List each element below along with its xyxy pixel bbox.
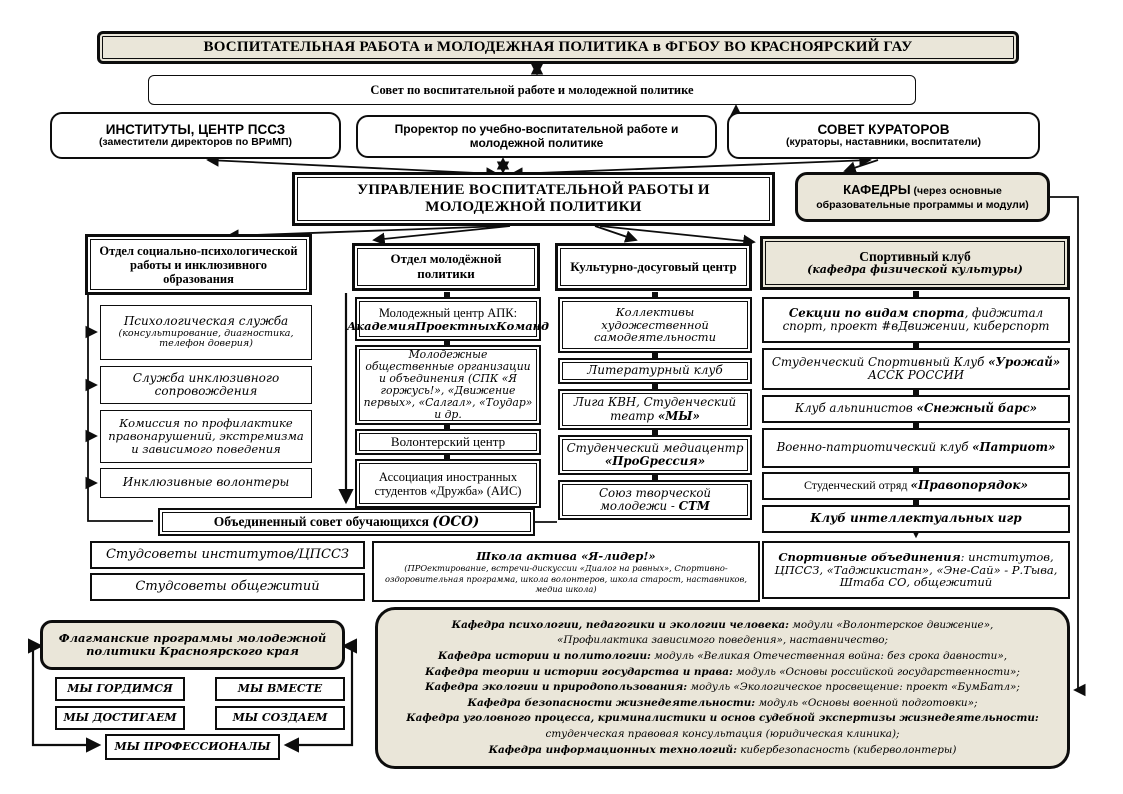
youth-orgs-box: Молодежные общественные организации и объединения (СПК «Я горжусь!», «Движение первых», «Салгал», «Тоудар» и др. [355,345,541,425]
departments-title: КАФЕДРЫ [843,182,911,198]
management-box: УПРАВЛЕНИЕ ВОСПИТАТЕЛЬНОЙ РАБОТЫ И МОЛОДЕЖНОЙ ПОЛИТИКИ [292,172,775,226]
chart-title: ВОСПИТАТЕЛЬНАЯ РАБОТА и МОЛОДЕЖНАЯ ПОЛИТИКА в ФГБОУ ВО КРАСНОЯРСКИЙ ГАУ [203,39,913,56]
sport-item: Спортивные объединения: институтов, ЦПССЗ, «Таджикистан», «Эне-Сай» - Р.Тыва, Штаба СО, общежитий [762,541,1070,599]
flagship-program-box: МЫ СОЗДАЕМ [215,706,345,730]
modules-box [375,607,1070,769]
foreign-students-box: Ассоциация иностранных студентов «Дружба» (АИС) [355,459,541,508]
sport-club-header: Спортивный клуб (кафедра физической культуры) [760,236,1070,290]
culture-item: Литературный клуб [558,358,752,384]
module-line: Кафедра теории и истории государства и права: модуль «Основы российской государственности»; [425,665,1020,678]
social-item: Комиссия по профилактике правонарушений, экстремизма и зависимого поведения [100,410,312,463]
title-banner [97,31,1019,64]
flagship-program-box: МЫ ДОСТИГАЕМ [55,706,185,730]
module-line: Кафедра уголовного процесса, криминалистики и основ судебной экспертизы жизнедеятельности: [406,712,1039,725]
curators-box [727,112,1040,159]
flagship-header: Флагманские программы молодежной политики Красноярского края [40,620,345,670]
activist-school-title: Школа актива «Я-лидер!» [476,548,656,563]
youth-center-box: Молодежный центр АПК: АкадемияПроектныхКоманд [355,297,541,341]
social-item: Служба инклюзивного сопровождения [100,366,312,404]
module-line: Кафедра информационных технологий: кибербезопасность (киберволонтеры) [488,743,957,756]
module-line: «Профилактика зависимого поведения», наставничество; [556,634,889,647]
activist-school-box [372,541,760,602]
flagship-program-box: МЫ ГОРДИМСЯ [55,677,185,701]
departments-box [795,172,1050,222]
social-item: Инклюзивные волонтеры [100,468,312,498]
module-line: Кафедра безопасности жизнедеятельности: модуль «Основы военной подготовки»; [467,696,978,709]
council-box: Совет по воспитательной работе и молодежной политике [148,75,916,105]
institutes-box [50,112,341,159]
flagship-program-box: МЫ ПРОФЕССИОНАЛЫ [105,734,280,760]
culture-item: Студенческий медиацентр «ПроGрессия» [558,435,752,475]
culture-center-header: Культурно-досуговый центр [555,243,752,291]
youth-dept-header: Отдел молодёжной политики [352,243,540,291]
sport-item: Клуб интеллектуальных игр [762,505,1070,533]
activist-school-details: (ПРОектирование, встречи-дискуссии «Диалог на равных», Спортивно-оздоровительная программа, школа волонтеров, школа старост, наставников, медиа школа) [384,563,748,594]
institutes-title: ИНСТИТУТЫ, ЦЕНТР ПССЗ [105,122,286,138]
student-council-box: Студсоветы институтов/ЦПССЗ [90,541,365,569]
social-item: Психологическая служба (консультирование, диагностика, телефон доверия) [100,305,312,360]
flagship-program-box: МЫ ВМЕСТЕ [215,677,345,701]
institutes-subtitle: (заместители директоров по ВРиМП) [98,136,293,149]
module-line: Кафедра психологии, педагогики и экологии человека: модули «Волонтерское движение», [451,618,994,631]
departments-note: (через основные образовательные программы и модули) [816,185,1029,211]
culture-item: Лига КВН, Студенческий театр «МЫ» [558,389,752,430]
module-line: Кафедра истории и политологии: модуль «Великая Отечественная война: без срока давности», [437,649,1008,662]
sport-item: Студенческий отряд «Правопорядок» [762,472,1070,500]
module-line: студенческая правовая консультация (юридическая клиника); [545,728,900,741]
sport-item: Военно-патриотический клуб «Патриот» [762,428,1070,468]
module-line: Кафедра экологии и природопользования: модуль «Экологическое просвещение: проект «БумБатл»; [425,681,1020,694]
sport-item: Клуб альпинистов «Снежный барс» [762,395,1070,423]
sport-item: Секции по видам спорта, фиджитал спорт, проект #вДвижении, киберспорт [762,297,1070,343]
oso-box: Объединенный совет обучающихся (ОСО) [158,508,535,536]
social-dept-header: Отдел социально-психологической работы и инклюзивного образования [85,234,312,295]
volunteer-center-box: Волонтерский центр [355,429,541,455]
curators-title: СОВЕТ КУРАТОРОВ [817,122,950,138]
student-council-box: Студсоветы общежитий [90,573,365,601]
culture-item: Союз творческой молодежи - СТМ [558,480,752,520]
prorector-box: Проректор по учебно-воспитательной работе и молодежной политике [356,115,717,158]
curators-subtitle: (кураторы, наставники, воспитатели) [786,136,981,149]
culture-item: Коллективы художественной самодеятельности [558,297,752,353]
sport-item: Студенческий Спортивный Клуб «Урожай» АССК РОССИИ [762,348,1070,390]
